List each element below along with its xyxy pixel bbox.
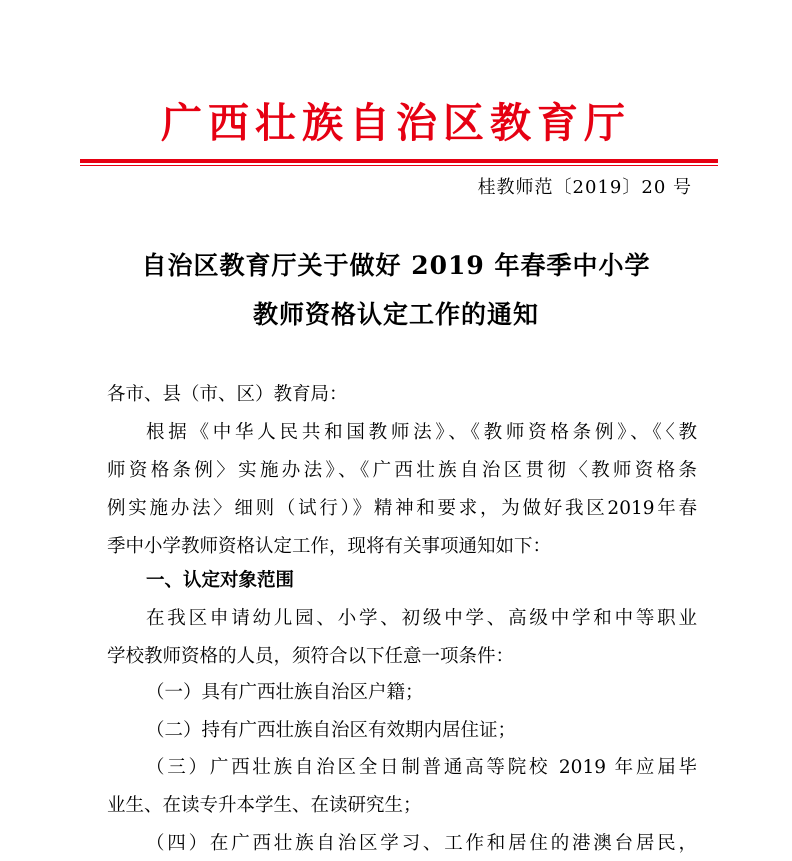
red-header-rule-thick (80, 159, 718, 163)
document-title-line-2: 教师资格认定工作的通知 (252, 300, 539, 329)
condition-item: （四）在广西壮族自治区学习、工作和居住的港澳台居民， (146, 833, 697, 854)
condition-item-continued: 业生、在读专升本学生、在读研究生； (107, 795, 422, 816)
section-1-heading: 一、认定对象范围 (146, 570, 295, 591)
red-header-rule-thin (80, 165, 718, 166)
agency-name: 广西壮族自治区教育厅 (161, 99, 631, 147)
intro-line: 根据《中华人民共和国教师法》、《教师资格条例》、《〈教 (146, 422, 697, 443)
intro-line: 师资格条例〉实施办法》、《广西壮族自治区贯彻〈教师资格条 (107, 460, 697, 481)
section-1-line: 在我区申请幼儿园、小学、初级中学、高级中学和中等职业 (146, 608, 697, 629)
intro-line: 季中小学教师资格认定工作，现将有关事项通知如下： (107, 536, 552, 557)
section-1-line: 学校教师资格的人员，须符合以下任意一项条件： (107, 646, 515, 667)
document-title-line-1: 自治区教育厅关于做好 2019 年春季中小学 (141, 251, 651, 280)
condition-item: （二）持有广西壮族自治区有效期内居住证； (146, 720, 517, 741)
salutation: 各市、县（市、区）教育局： (107, 384, 348, 405)
intro-line: 例实施办法〉细则（试行）》精神和要求，为做好我区2019年春 (107, 498, 697, 519)
condition-item: （三）广西壮族自治区全日制普通高等院校 2019 年应届毕 (146, 757, 697, 778)
condition-item: （一）具有广西壮族自治区户籍； (146, 682, 424, 703)
document-number: 桂教师范〔2019〕20 号 (477, 177, 692, 198)
